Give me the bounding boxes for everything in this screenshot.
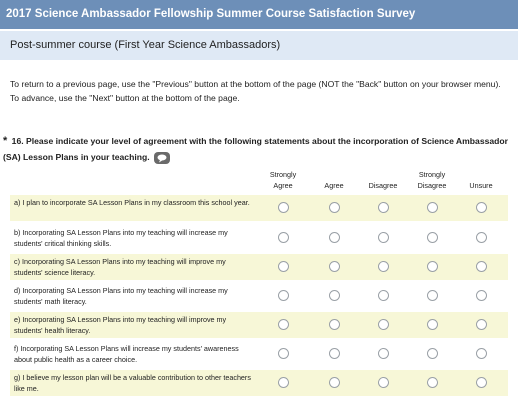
radio-strongly-agree[interactable]	[278, 261, 289, 272]
radio-strongly-agree[interactable]	[278, 348, 289, 359]
radio-unsure[interactable]	[476, 290, 487, 301]
radio-disagree[interactable]	[378, 348, 389, 359]
survey-title-bar	[0, 0, 518, 29]
column-header-line2: Disagree	[368, 181, 398, 190]
radio-strongly-disagree[interactable]	[427, 290, 438, 301]
radio-unsure[interactable]	[476, 377, 487, 388]
radio-agree[interactable]	[329, 232, 340, 243]
radio-agree[interactable]	[329, 202, 340, 213]
radio-disagree[interactable]	[378, 319, 389, 330]
radio-unsure[interactable]	[476, 348, 487, 359]
radio-unsure[interactable]	[476, 202, 487, 213]
radio-strongly-disagree[interactable]	[427, 377, 438, 388]
radio-strongly-agree[interactable]	[278, 377, 289, 388]
radio-disagree[interactable]	[378, 290, 389, 301]
column-header-line2: Agree	[273, 181, 293, 190]
navigation-instructions: To return to a previous page, use the "Previous" button at the bottom of the page (NOT the "Back" button on your browser menu). To advance, use the "Next" button at the bottom of the page.	[10, 79, 501, 103]
radio-strongly-disagree[interactable]	[427, 232, 438, 243]
radio-disagree[interactable]	[378, 232, 389, 243]
table-row	[10, 254, 508, 280]
table-row	[10, 312, 508, 338]
column-header-line2: Agree	[324, 181, 344, 190]
row-label: g) I believe my lesson plan will be a valuable contribution to other teachers like me.	[14, 373, 251, 393]
page-title: Post-summer course (First Year Science Ambassadors)	[10, 39, 281, 51]
column-header-line2: Unsure	[469, 181, 493, 190]
speech-bubble-icon[interactable]	[154, 152, 170, 164]
row-label: e) Incorporating SA Lesson Plans into my teaching will improve my students' health literacy.	[14, 315, 227, 335]
column-header-line1: Strongly	[418, 170, 446, 179]
table-row	[10, 225, 508, 251]
radio-disagree[interactable]	[378, 261, 389, 272]
column-header-line1: Strongly	[269, 170, 297, 179]
page-title-bar	[0, 31, 518, 60]
row-label: c) Incorporating SA Lesson Plans into my teaching will improve my students' science literacy.	[14, 257, 226, 277]
radio-unsure[interactable]	[476, 232, 487, 243]
radio-strongly-disagree[interactable]	[427, 319, 438, 330]
table-row	[10, 283, 508, 309]
radio-agree[interactable]	[329, 377, 340, 388]
question-title	[3, 133, 508, 165]
radio-agree[interactable]	[329, 290, 340, 301]
column-header-unsure	[451, 180, 511, 191]
row-label: f) Incorporating SA Lesson Plans will increase my students' awareness about public health as a career choice.	[14, 344, 239, 364]
row-label: a) I plan to incorporate SA Lesson Plans in my classroom this school year.	[14, 198, 250, 207]
required-marker: *	[3, 135, 8, 147]
table-row	[10, 341, 508, 367]
radio-strongly-disagree[interactable]	[427, 261, 438, 272]
radio-agree[interactable]	[329, 348, 340, 359]
radio-disagree[interactable]	[378, 377, 389, 388]
radio-strongly-disagree[interactable]	[427, 202, 438, 213]
row-label: b) Incorporating SA Lesson Plans into my teaching will increase my students' critical thinking skills.	[14, 228, 228, 248]
radio-unsure[interactable]	[476, 261, 487, 272]
radio-agree[interactable]	[329, 319, 340, 330]
radio-disagree[interactable]	[378, 202, 389, 213]
table-row	[10, 370, 508, 396]
radio-strongly-disagree[interactable]	[427, 348, 438, 359]
radio-unsure[interactable]	[476, 319, 487, 330]
radio-strongly-agree[interactable]	[278, 290, 289, 301]
radio-strongly-agree[interactable]	[278, 232, 289, 243]
radio-strongly-agree[interactable]	[278, 202, 289, 213]
column-header-line2: Disagree	[417, 181, 447, 190]
question-text: 16. Please indicate your level of agreement with the following statements about the incorporation of Science Ambassador (SA) Lesson Plans in your teaching.	[3, 136, 508, 162]
table-row	[10, 195, 508, 221]
survey-title: 2017 Science Ambassador Fellowship Summer Course Satisfaction Survey	[6, 8, 416, 20]
row-label: d) Incorporating SA Lesson Plans into my teaching will increase my students' math literacy.	[14, 286, 228, 306]
radio-strongly-agree[interactable]	[278, 319, 289, 330]
radio-agree[interactable]	[329, 261, 340, 272]
